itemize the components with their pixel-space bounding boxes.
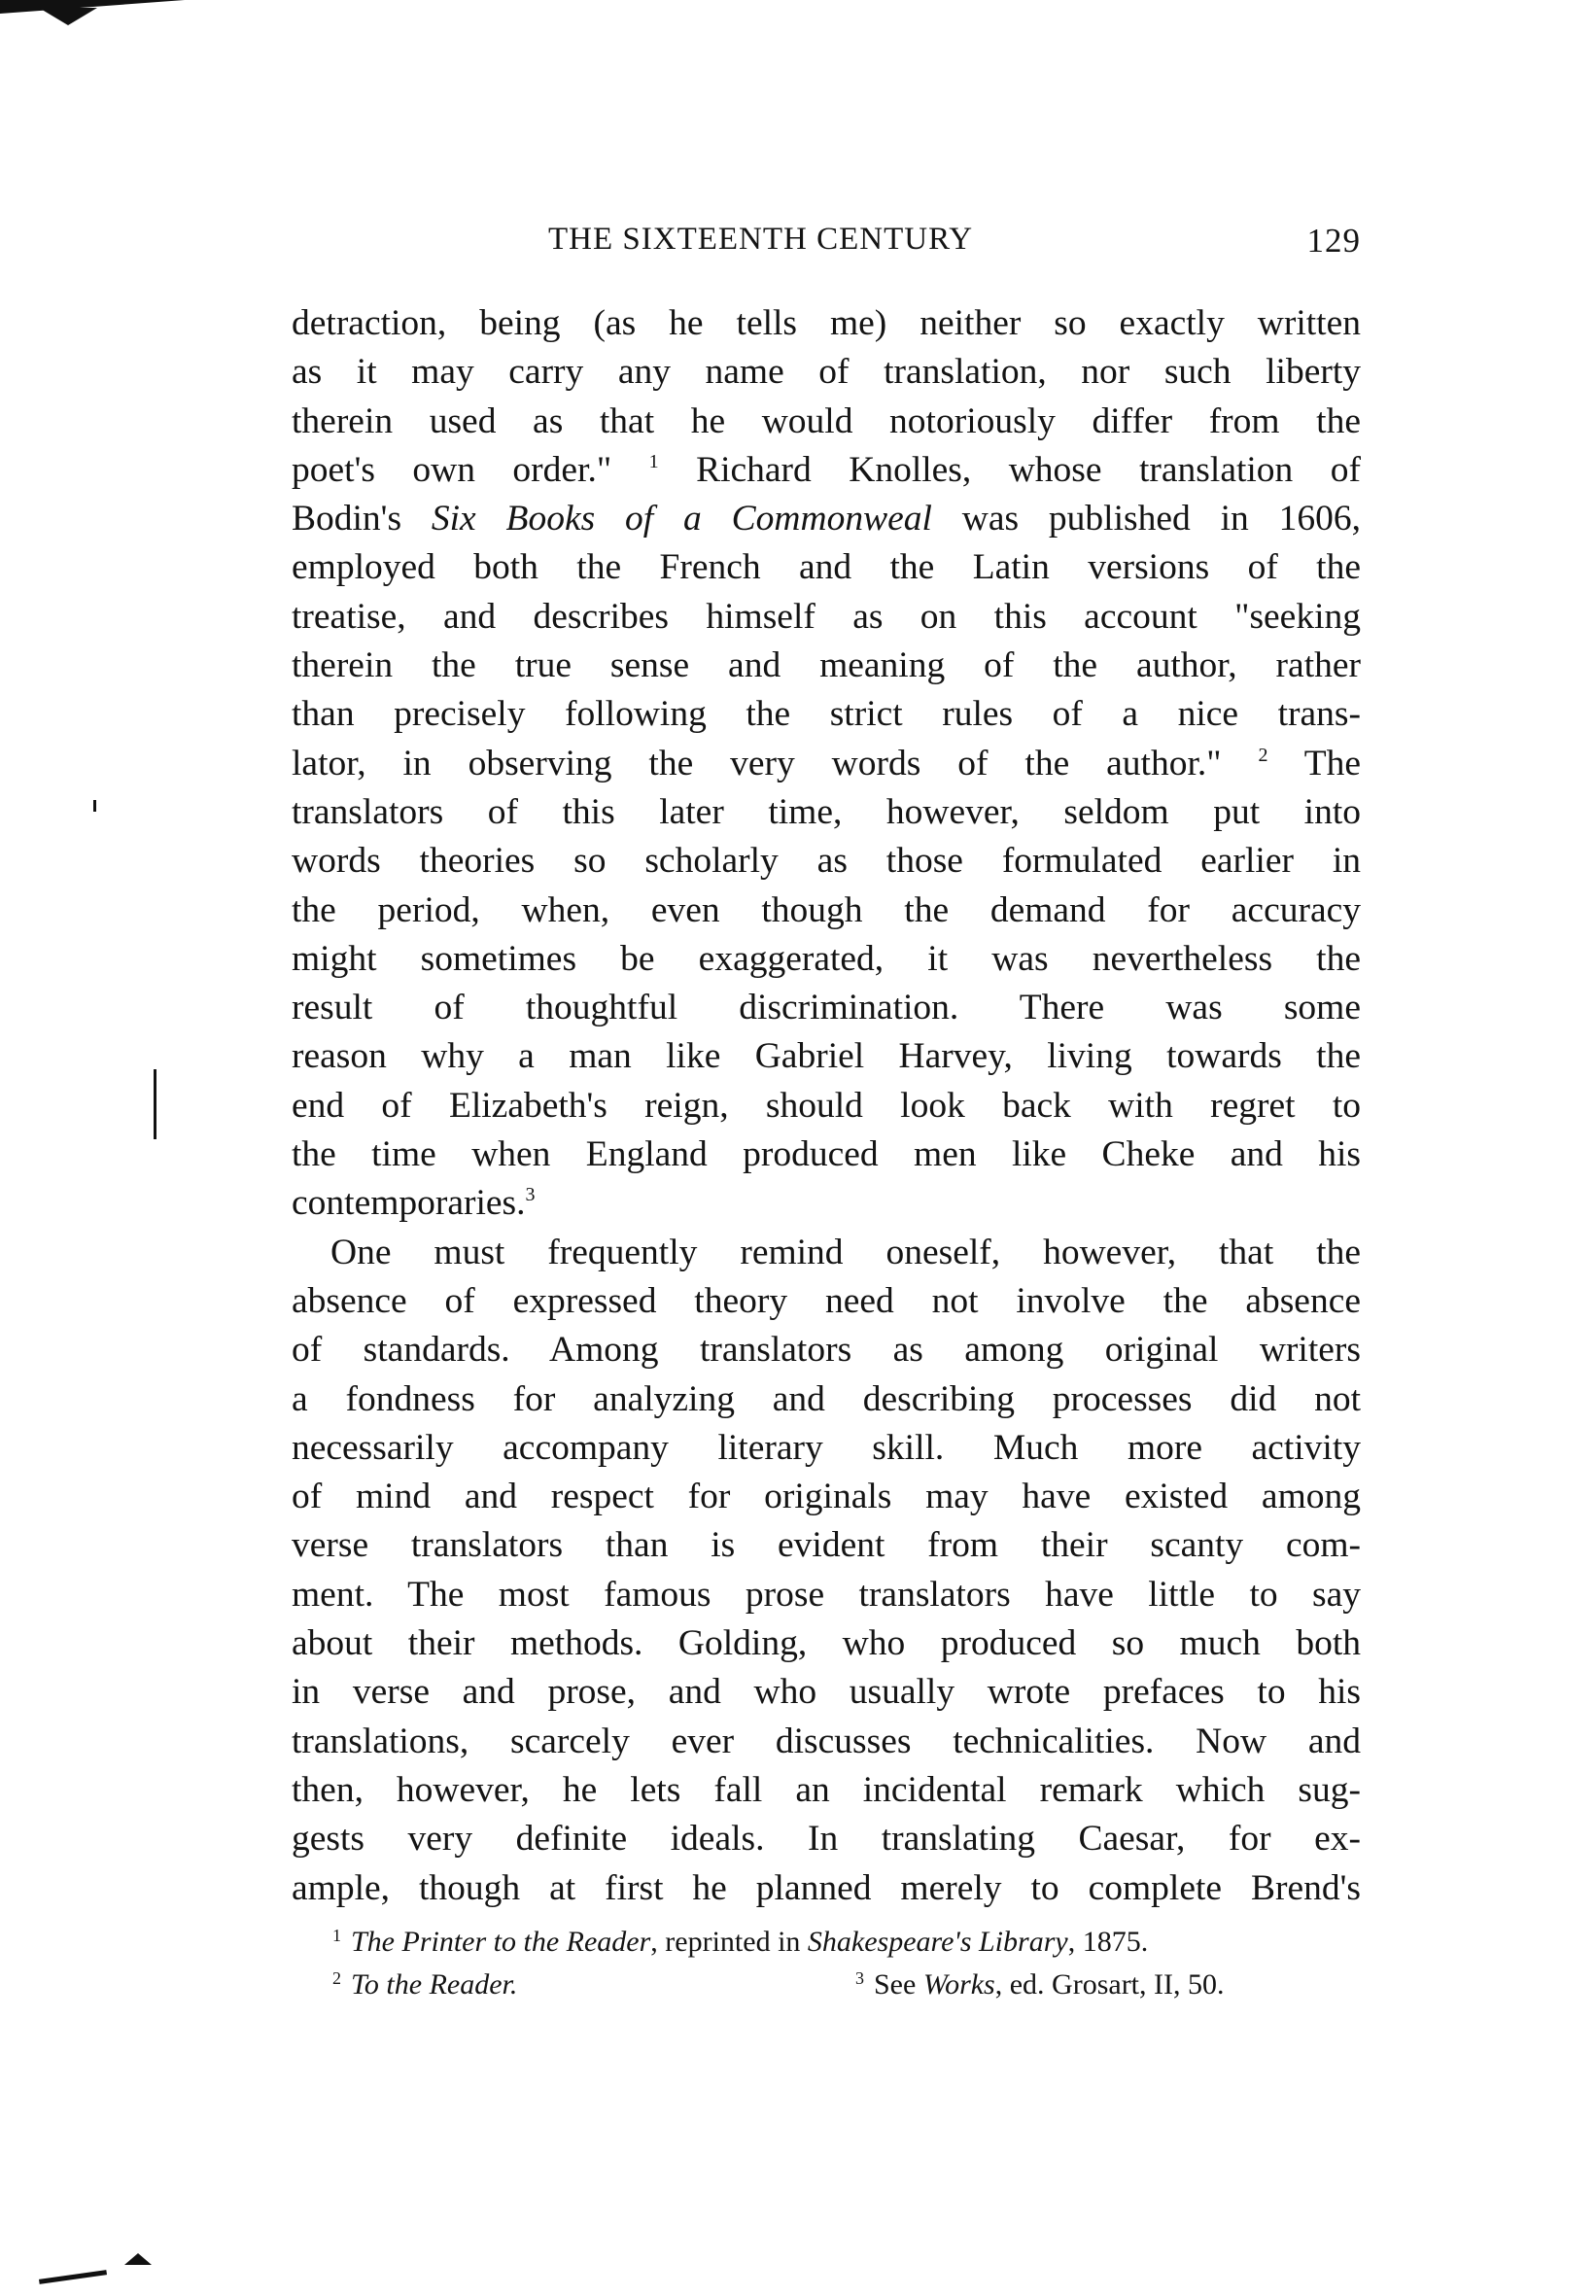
footnote-marker: 2 xyxy=(332,1968,341,1988)
text-line: the time when England produced men like Cheke and his xyxy=(292,1134,1361,1175)
footnote-title: To the Reader. xyxy=(351,1968,518,2000)
text-line: therein the true sense and meaning of the author, rather xyxy=(292,645,1361,686)
text-line: lator, in observing the very words of the author." $^2$ The xyxy=(292,743,1362,783)
page-number: 129 xyxy=(1306,222,1361,260)
text-line: gests very definite ideals. In translating Caesar, for ex- xyxy=(292,1819,1361,1860)
footnote-source: Shakespeare's Library xyxy=(807,1926,1068,1958)
text-line: therein used as that he would notoriously differ from the xyxy=(292,400,1361,441)
scan-artifact-margin-line xyxy=(154,1069,156,1139)
text-line: about their methods. Golding, who produced so much both xyxy=(292,1623,1361,1664)
text-line: then, however, he lets fall an incidental remark which sug- xyxy=(292,1769,1361,1810)
footnote-row xyxy=(292,1964,1361,2006)
text-line: than precisely following the strict rules of a nice trans- xyxy=(292,694,1361,735)
footnote-text: See xyxy=(874,1968,923,2000)
scan-artifact-bottom-left-arrow xyxy=(124,2253,152,2265)
footnote-text: , reprinted in xyxy=(650,1926,808,1958)
text-line: result of thoughtful discrimination. There was some xyxy=(292,988,1361,1028)
footnote-ref: 3 xyxy=(525,1184,536,1206)
text-line: of standards. Among translators as among original writers xyxy=(292,1330,1361,1371)
scan-artifact-bottom-left xyxy=(39,2270,107,2284)
text-line: employed both the French and the Latin versions of the xyxy=(292,547,1361,588)
text-line: reason why a man like Gabriel Harvey, living towards the xyxy=(292,1036,1361,1077)
page-header xyxy=(292,222,1361,276)
text-line: words theories so scholarly as those formulated earlier in xyxy=(292,841,1361,882)
text-line: ample, though at first he planned merely to complete Brend's xyxy=(292,1867,1361,1908)
footnote-text: , ed. Grosart, II, 50. xyxy=(994,1968,1225,2000)
footnote-text: , 1875. xyxy=(1067,1926,1149,1958)
text-line: ment. The most famous prose translators have little to say xyxy=(292,1574,1361,1615)
footnote-1 xyxy=(292,1921,1361,1964)
text-line: a fondness for analyzing and describing processes did not xyxy=(292,1378,1361,1419)
text-line: contemporaries.$^3$ xyxy=(292,1183,536,1224)
footnote-title: The Printer to the Reader xyxy=(351,1926,651,1958)
footnote-3 xyxy=(855,1964,1225,2006)
footnotes xyxy=(292,1921,1361,2006)
footnote-ref: 2 xyxy=(1258,744,1268,766)
text-line: necessarily accompany literary skill. Much more activity xyxy=(292,1427,1361,1468)
text-line: translators of this later time, however, seldom put into xyxy=(292,791,1361,832)
footnote-2 xyxy=(332,1964,517,2006)
running-head: THE SIXTEENTH CENTURY xyxy=(548,222,974,257)
text-line: poet's own order." $^1$ Richard Knolles, whose translation of xyxy=(292,449,1361,490)
text-line: of mind and respect for originals may have existed among xyxy=(292,1477,1361,1517)
text-line: verse translators than is evident from their scanty com- xyxy=(292,1525,1361,1566)
text-line: One must frequently remind oneself, however, that the xyxy=(330,1232,1361,1272)
footnote-ref: 1 xyxy=(648,450,659,472)
text-line: Bodin's Six Books of a Commonweal was published in 1606, xyxy=(292,499,1361,539)
text-line: end of Elizabeth's reign, should look back with regret to xyxy=(292,1085,1361,1126)
text-line: might sometimes be exaggerated, it was nevertheless the xyxy=(292,938,1361,979)
text-line: treatise, and describes himself as on this account "seeking xyxy=(292,596,1361,637)
text-line: in verse and prose, and who usually wrote prefaces to his xyxy=(292,1672,1361,1713)
footnote-title: Works xyxy=(922,1968,995,2000)
text-line: translations, scarcely ever discusses technicalities. Now and xyxy=(292,1721,1361,1761)
footnote-marker: 3 xyxy=(855,1968,864,1988)
text-line: absence of expressed theory need not involve the absence xyxy=(292,1280,1361,1321)
scan-artifact-top-left-arrow xyxy=(39,8,97,25)
book-title: Six Books of a Commonweal xyxy=(431,499,932,539)
text-line: detraction, being (as he tells me) neither so exactly written xyxy=(292,303,1361,343)
body-text xyxy=(292,299,1361,1913)
scan-artifact-margin-dot xyxy=(93,800,96,812)
text-line: the period, when, even though the demand for accuracy xyxy=(292,889,1361,930)
footnote-marker: 1 xyxy=(332,1926,341,1945)
text-line: as it may carry any name of translation, nor such liberty xyxy=(292,352,1361,393)
